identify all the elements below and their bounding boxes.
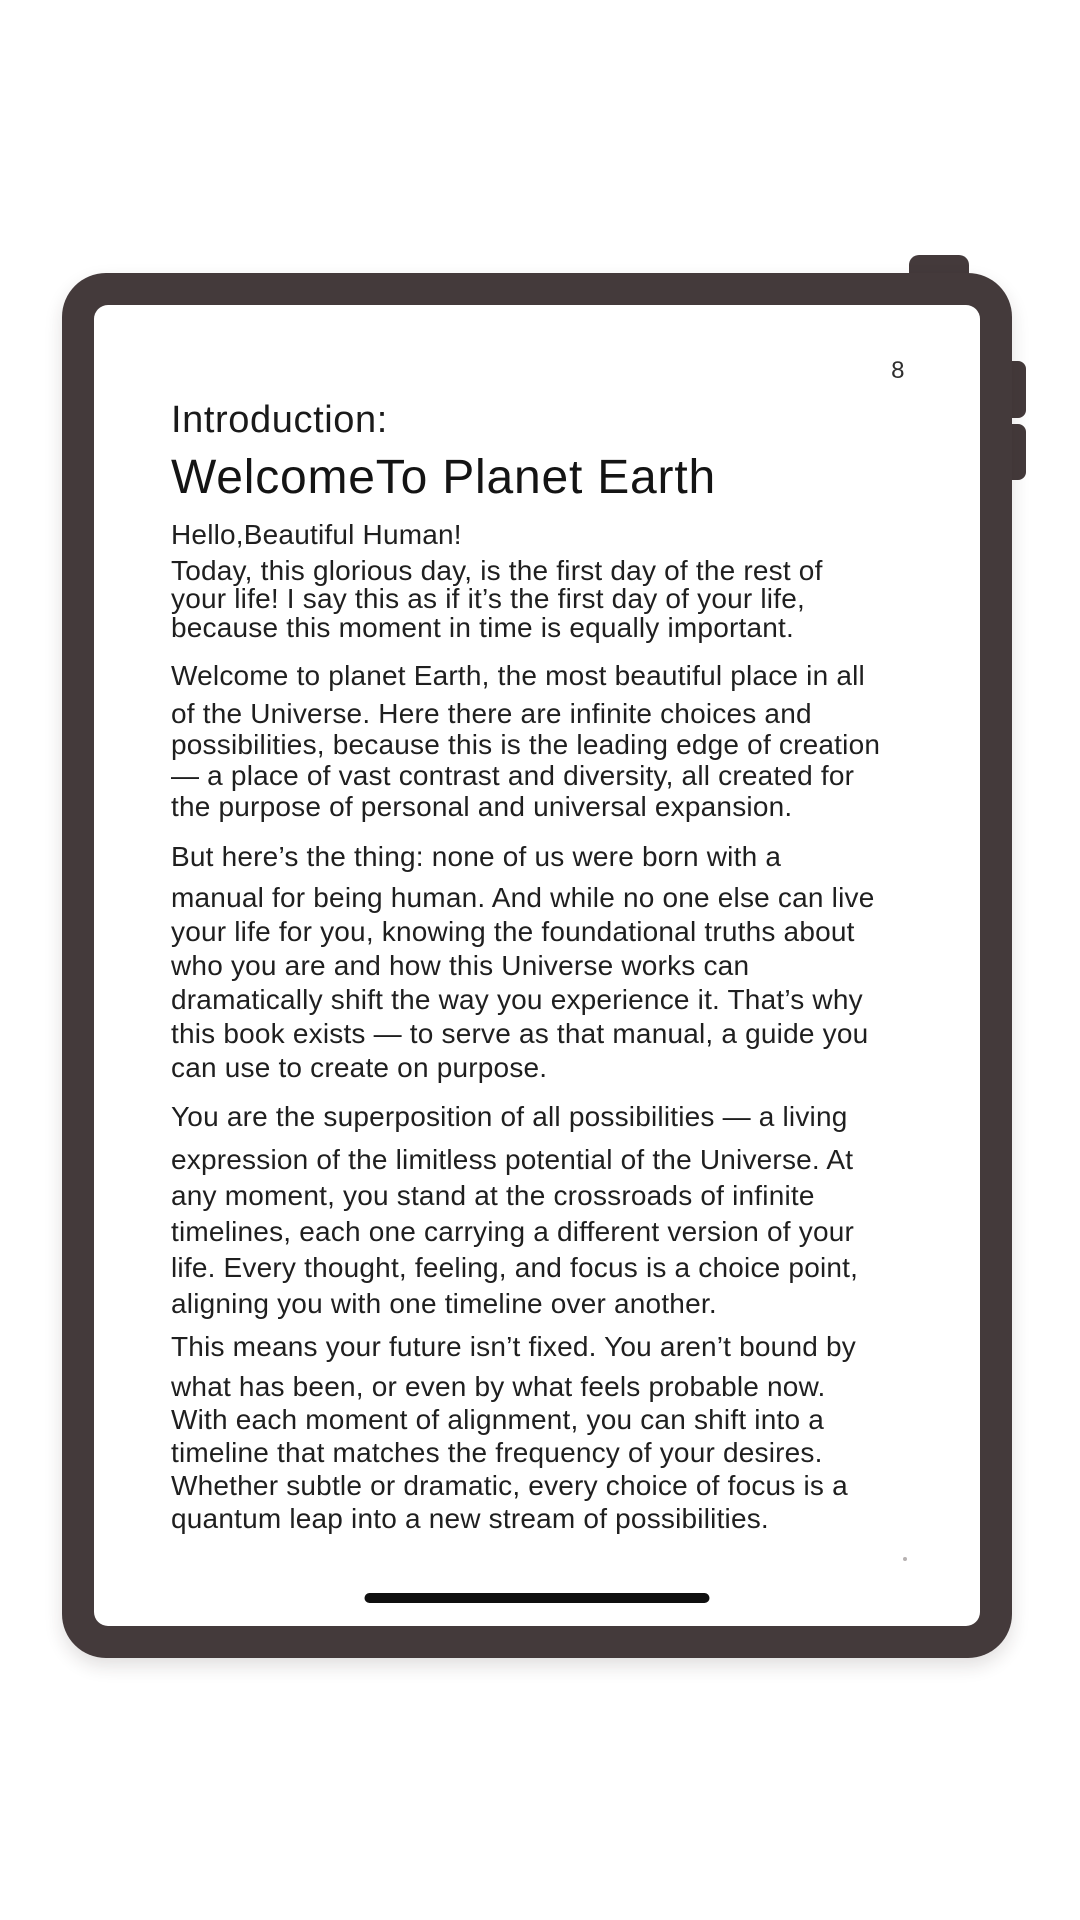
text-line: timeline that matches the frequency of your desires. [171,1437,823,1468]
text-line: Whether subtle or dramatic, every choice of focus is a [171,1470,848,1501]
text-line: quantum leap into a new stream of possibilities. [171,1503,769,1534]
text-line: This means your future isn’t fixed. You aren’t bound by [171,1331,856,1362]
text-line: You are the superposition of all possibilities — a living [171,1101,848,1132]
paragraph [171,521,905,642]
reader-page [94,305,980,1626]
text-line: With each moment of alignment, you can shift into a [171,1404,824,1435]
text-line: who you are and how this Universe works can [171,950,750,981]
text-line: your life! I say this as if it’s the first day of your life, [171,583,805,614]
text-line: manual for being human. And while no one else can live [171,882,875,913]
chapter-kicker: Introduction: [171,399,388,441]
text-line: the purpose of personal and universal expansion. [171,791,793,822]
paragraph [171,1099,905,1322]
text-line: life. Every thought, feeling, and focus is a choice point, [171,1252,859,1283]
tablet-screen [94,305,980,1626]
text-line: aligning you with one timeline over another. [171,1288,717,1319]
text-line: because this moment in time is equally important. [171,611,794,643]
paragraph [171,840,905,1085]
text-line: Welcome to planet Earth, the most beautiful place in all [171,660,865,691]
tablet-frame [62,273,1012,1658]
chapter-title: WelcomeTo Planet Earth [171,451,716,504]
text-line: But here’s the thing: none of us were born with a [171,841,782,872]
text-line: your life for you, knowing the foundational truths about [171,916,855,947]
text-line: any moment, you stand at the crossroads of infinite [171,1180,815,1211]
home-indicator[interactable] [365,1593,710,1603]
text-line: dramatically shift the way you experience it. That’s why [171,984,863,1015]
page-number: 8 [891,357,905,384]
text-line: Today, this glorious day, is the first day of the rest of [171,554,823,586]
text-line: can use to create on purpose. [171,1052,548,1083]
paragraphs [171,521,905,1535]
text-line: possibilities, because this is the leading edge of creation [171,729,881,760]
text-line: what has been, or even by what feels probable now. [171,1371,826,1402]
text-line: timelines, each one carrying a different version of your [171,1216,855,1247]
text-line: — a place of vast contrast and diversity, all created for [171,760,855,791]
paragraph [171,1330,905,1535]
text-line: of the Universe. Here there are infinite choices and [171,698,812,729]
text-line: Hello,Beautiful Human! [171,519,462,550]
text-line: expression of the limitless potential of the Universe. At [171,1144,854,1175]
text-line: this book exists — to serve as that manual, a guide you [171,1018,869,1049]
screen-speck [903,1557,907,1561]
paragraph [171,660,905,822]
